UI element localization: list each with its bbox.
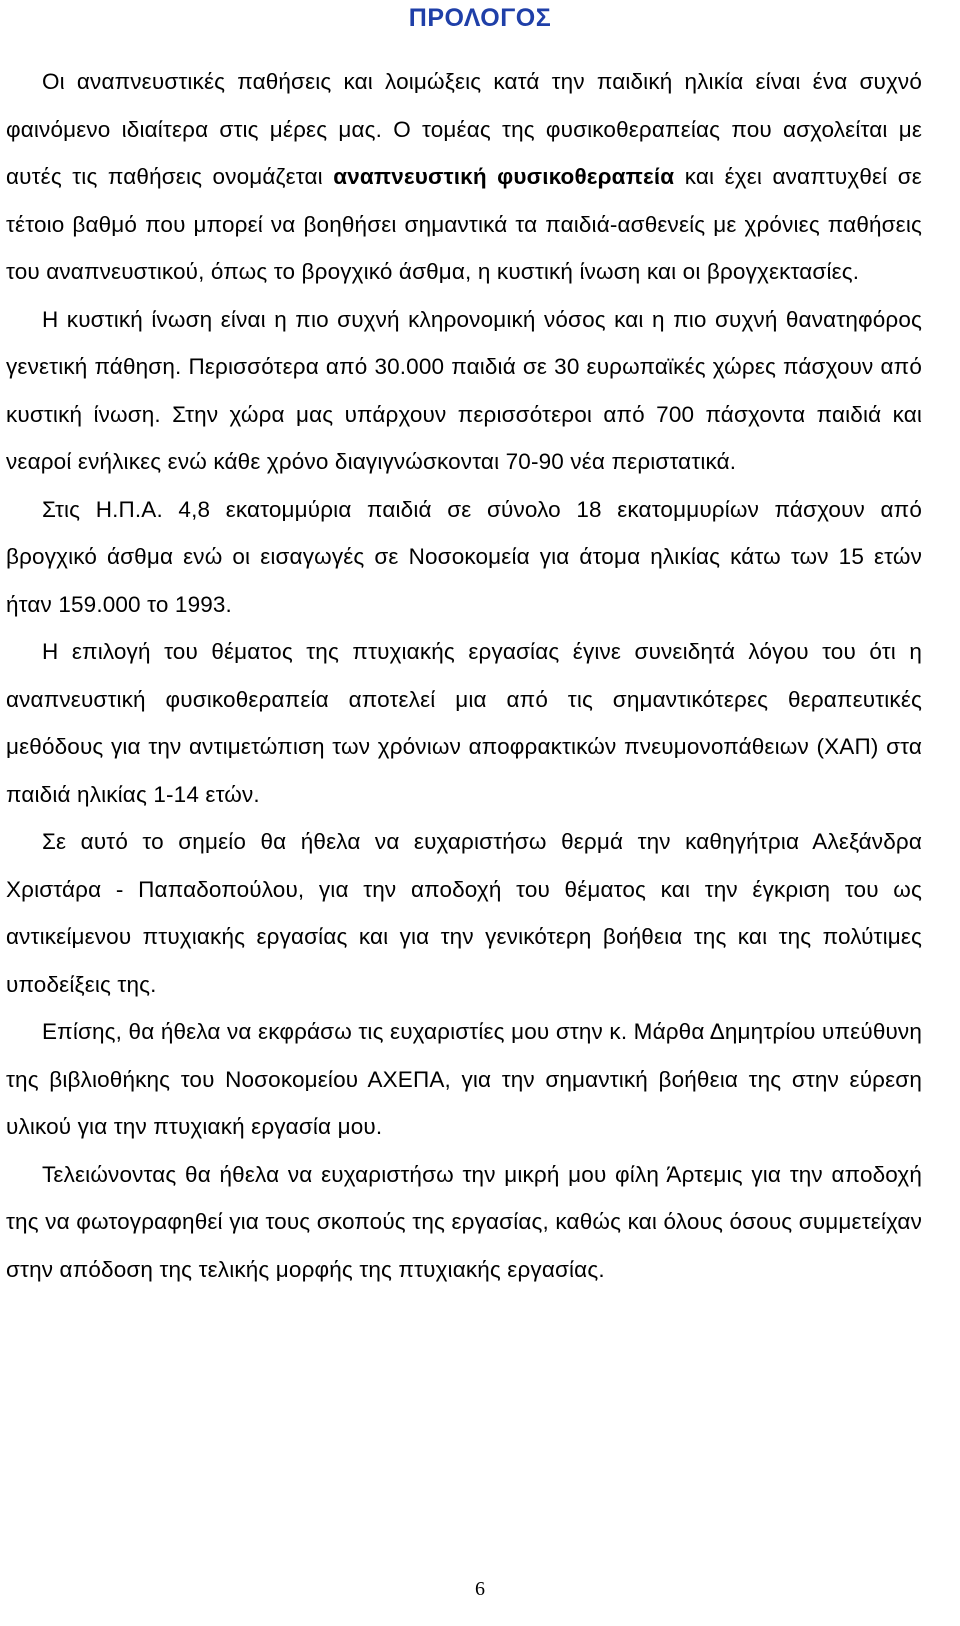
paragraph-thanks-librarian: Επίσης, θα ήθελα να εκφράσω τις ευχαριστίες μου στην κ. Μάρθα Δημητρίου υπεύθυνη της βιβλιοθήκης του Νοσοκομείου ΑΧΕΠΑ, για την σημαντική βοήθεια της στην εύρεση υλικού για την πτυχιακή εργασία μου. <box>6 1019 922 1139</box>
paragraph-cystic-fibrosis: Η κυστική ίνωση είναι η πιο συχνή κληρονομική νόσος και η πιο συχνή θανατηφόρος γενετική πάθηση. Περισσότερα από 30.000 παιδιά σε 30 ευρωπαϊκές χώρες πάσχουν από κυστική ίνωση. Στην χώρα μας υπάρχουν περισσότεροι από 700 πάσχοντα παιδιά και νεαροί ενήλικες ενώ κάθε χρόνο διαγιγνώσκονται 70-90 νέα περιστατικά. <box>6 306 922 474</box>
paragraph-1-text-b: και έχει αναπτυχθεί σε τέτοιο βαθμό που μπορεί να βοηθήσει σημαντικά τα παιδιά-ασθενείς με χρόνιες παθήσεις του αναπνευστικού, όπως το βρογχικό άσθμα, η κυστική ίνωση και οι βρογχεκτασίες. <box>6 164 922 284</box>
paragraph-1-text-a: Οι αναπνευστικές παθήσεις και λοιμώξεις κατά την παιδική ηλικία είναι ένα συχνό φαινόμενο ιδιαίτερα στις μέρες μας. Ο τομέας της φυσικοθεραπείας που ασχολείται με αυτές τις παθήσεις ονομάζεται <box>6 69 922 189</box>
page-title: ΠΡΟΛΟΓΟΣ <box>408 4 552 32</box>
paragraph-1-bold-term: αναπνευστική φυσικοθεραπεία <box>333 164 675 189</box>
paragraph-topic-choice: Η επιλογή του θέματος της πτυχιακής εργασίας έγινε συνειδητά λόγου του ότι η αναπνευστική φυσικοθεραπεία αποτελεί μια από τις σημαντικότερες θεραπευτικές μεθόδους για την αντιμετώπιση των χρόνιων αποφρακτικών πνευμονοπάθειων (ΧΑΠ) στα παιδιά ηλικίας 1-14 ετών. <box>6 639 922 807</box>
paragraph-closing-thanks: Τελειώνοντας θα ήθελα να ευχαριστήσω την μικρή μου φίλη Άρτεμις για την αποδοχή της να φωτογραφηθεί για τους σκοπούς της εργασίας, καθώς και όλους όσους συμμετείχαν στην απόδοση της τελικής μορφής της πτυχιακής εργασίας. <box>6 1161 922 1282</box>
paragraph-respiratory-intro <box>6 58 922 296</box>
paragraph-asthma-usa: Στις Η.Π.Α. 4,8 εκατομμύρια παιδιά σε σύνολο 18 εκατομμυρίων πάσχουν από βρογχικό άσθμα ενώ οι εισαγωγές σε Νοσοκομεία για άτομα ηλικίας κάτω των 15 ετών ήταν 159.000 το 1993. <box>6 496 922 617</box>
document-body <box>6 58 922 1293</box>
paragraph-thanks-professor: Σε αυτό το σημείο θα ήθελα να ευχαριστήσω θερμά την καθηγήτρια Αλεξάνδρα Χριστάρα - Παπαδοπούλου, για την αποδοχή του θέματος και την έγκριση του ως αντικείμενου πτυχιακής εργασίας και για την γενικότερη βοήθεια της και της πολύτιμες υποδείξεις της. <box>6 829 922 997</box>
page-number: 6 <box>475 1578 485 1600</box>
